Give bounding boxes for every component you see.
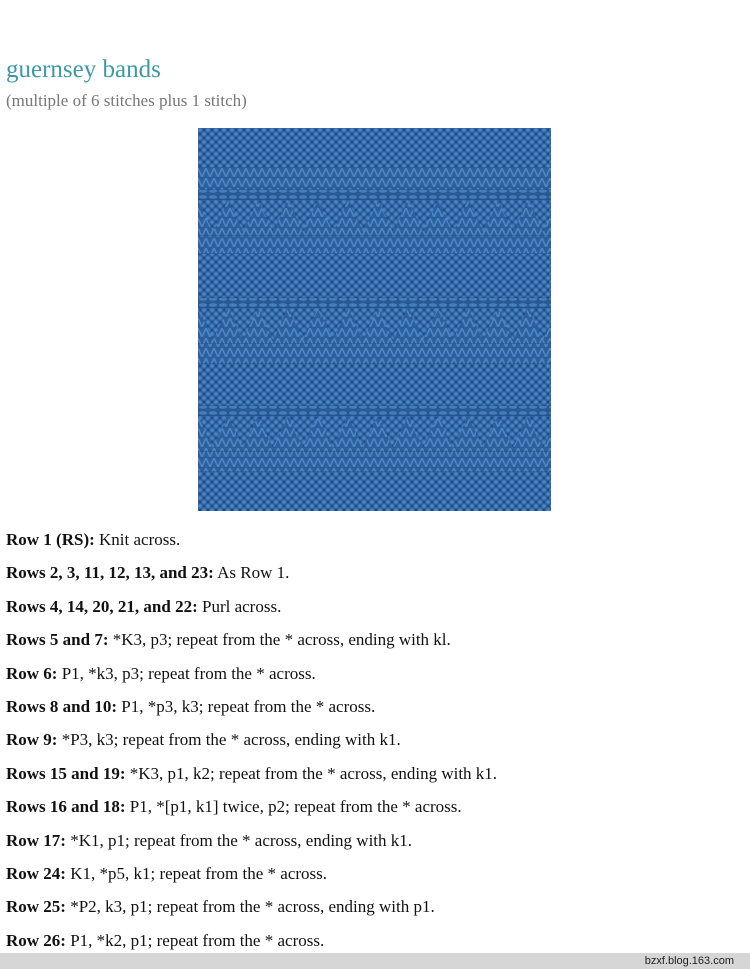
- pattern-title: guernsey bands: [6, 56, 161, 83]
- instruction-list: [6, 528, 746, 962]
- row-label: Rows 2, 3, 11, 12, 13, and 23:: [6, 563, 214, 583]
- row-instruction: *K1, p1; repeat from the * across, ending with k1.: [65, 830, 413, 850]
- row-label: Row 6:: [6, 663, 58, 683]
- instruction-row: [6, 728, 746, 752]
- instruction-row: [6, 595, 746, 619]
- row-instruction: Purl across.: [197, 596, 282, 616]
- instruction-row: [6, 895, 746, 919]
- row-instruction: Knit across.: [94, 530, 181, 549]
- row-label: Row 9:: [6, 730, 58, 750]
- row-instruction: *K3, p3; repeat from the * across, ending with kl.: [108, 630, 451, 650]
- instruction-row: [6, 929, 746, 953]
- instruction-row: [6, 662, 746, 686]
- instruction-row: [6, 762, 746, 786]
- row-label: Row 26:: [6, 930, 66, 950]
- row-instruction: *P3, k3; repeat from the * across, ending with k1.: [57, 730, 401, 750]
- row-label: Rows 5 and 7:: [6, 630, 109, 650]
- knit-swatch-photo: [198, 128, 551, 511]
- instruction-row: [6, 561, 746, 585]
- row-label: Row 25:: [6, 897, 66, 917]
- row-label: Row 24:: [6, 863, 66, 883]
- instruction-row: [6, 862, 746, 886]
- row-instruction: As Row 1.: [213, 563, 290, 583]
- instruction-row: [6, 795, 746, 819]
- watermark-text: bzxf.blog.163.com: [644, 955, 734, 967]
- row-label: Row 17:: [6, 830, 66, 850]
- instruction-row: [6, 628, 746, 652]
- instruction-row: [6, 695, 746, 719]
- row-instruction: *K3, p1, k2; repeat from the * across, ending with k1.: [125, 763, 498, 783]
- row-instruction: P1, *[p1, k1] twice, p2; repeat from the * across.: [125, 797, 462, 817]
- row-instruction: K1, *p5, k1; repeat from the * across.: [65, 863, 328, 883]
- row-label: Rows 15 and 19:: [6, 763, 126, 783]
- row-instruction: P1, *p3, k3; repeat from the * across.: [117, 696, 376, 716]
- row-label: Rows 4, 14, 20, 21, and 22:: [6, 596, 198, 616]
- row-instruction: P1, *k2, p1; repeat from the * across.: [65, 930, 325, 950]
- row-label: Rows 16 and 18:: [6, 797, 126, 817]
- row-label: Row 1 (RS):: [6, 530, 95, 549]
- row-instruction: P1, *k3, p3; repeat from the * across.: [57, 663, 316, 683]
- row-label: Rows 8 and 10:: [6, 696, 117, 716]
- footer-bar: [0, 953, 750, 969]
- instruction-row: [6, 829, 746, 853]
- row-instruction: *P2, k3, p1; repeat from the * across, ending with p1.: [65, 897, 435, 917]
- instruction-row: [6, 528, 746, 552]
- pattern-subtitle: (multiple of 6 stitches plus 1 stitch): [6, 91, 247, 110]
